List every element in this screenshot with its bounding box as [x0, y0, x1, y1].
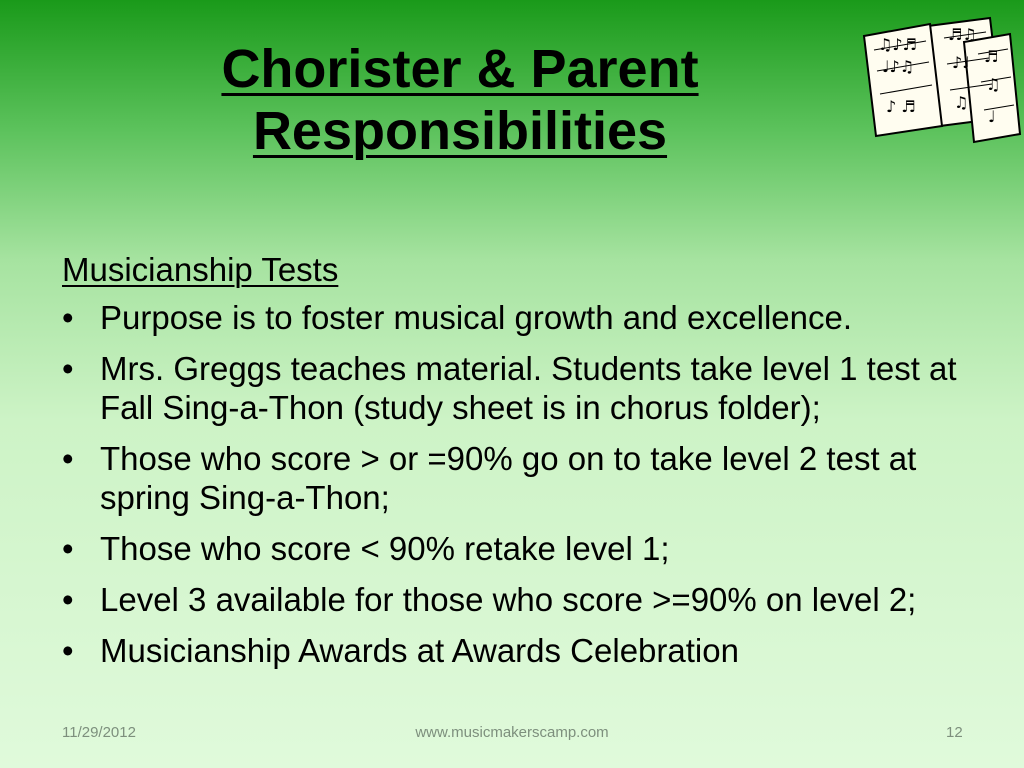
list-item-text: Mrs. Greggs teaches material. Students take level 1 test at Fall Sing-a-Thon (study sheet is in chorus folder); — [100, 350, 957, 426]
slide-title — [150, 38, 770, 162]
list-item-text: Musicianship Awards at Awards Celebration — [100, 632, 739, 669]
bullet-list — [62, 298, 982, 670]
bullet-icon: • — [62, 632, 74, 669]
list-item — [62, 439, 982, 517]
footer-url: www.musicmakerscamp.com — [415, 724, 609, 741]
slide-body — [62, 250, 982, 682]
list-item — [62, 580, 982, 619]
svg-text:♪ ♬: ♪ ♬ — [886, 97, 916, 116]
list-item — [62, 298, 982, 337]
slide-number: 12 — [946, 724, 963, 741]
title-line-1: Chorister & Parent — [221, 39, 699, 99]
bullet-icon: • — [62, 581, 74, 618]
list-item-text: Those who score > or =90% go on to take level 2 test at spring Sing-a-Thon; — [100, 440, 917, 516]
sheet-music-icon — [860, 16, 1022, 144]
list-item — [62, 529, 982, 568]
section-subheading: Musicianship Tests — [62, 251, 339, 288]
svg-text:♫: ♫ — [986, 75, 1001, 94]
svg-text:♪♩: ♪♩ — [952, 53, 970, 72]
list-item — [62, 349, 982, 427]
bullet-icon: • — [62, 530, 74, 567]
svg-text:♫: ♫ — [954, 93, 969, 112]
svg-text:♩: ♩ — [988, 107, 996, 126]
list-item-text: Level 3 available for those who score >=90% on level 2; — [100, 581, 917, 618]
svg-text:♫♪♬: ♫♪♬ — [878, 35, 917, 54]
bullet-icon: • — [62, 299, 74, 336]
bullet-icon: • — [62, 350, 74, 387]
list-item — [62, 631, 982, 670]
footer-date: 11/29/2012 — [62, 724, 136, 741]
list-item-text: Those who score < 90% retake level 1; — [100, 530, 670, 567]
bullet-icon: • — [62, 440, 74, 477]
title-line-2: Responsibilities — [252, 101, 668, 161]
svg-text:♩♪♫: ♩♪♫ — [882, 57, 915, 76]
svg-text:♬♫: ♬♫ — [948, 25, 977, 44]
svg-text:♬: ♬ — [984, 47, 999, 66]
list-item-text: Purpose is to foster musical growth and excellence. — [100, 299, 853, 336]
